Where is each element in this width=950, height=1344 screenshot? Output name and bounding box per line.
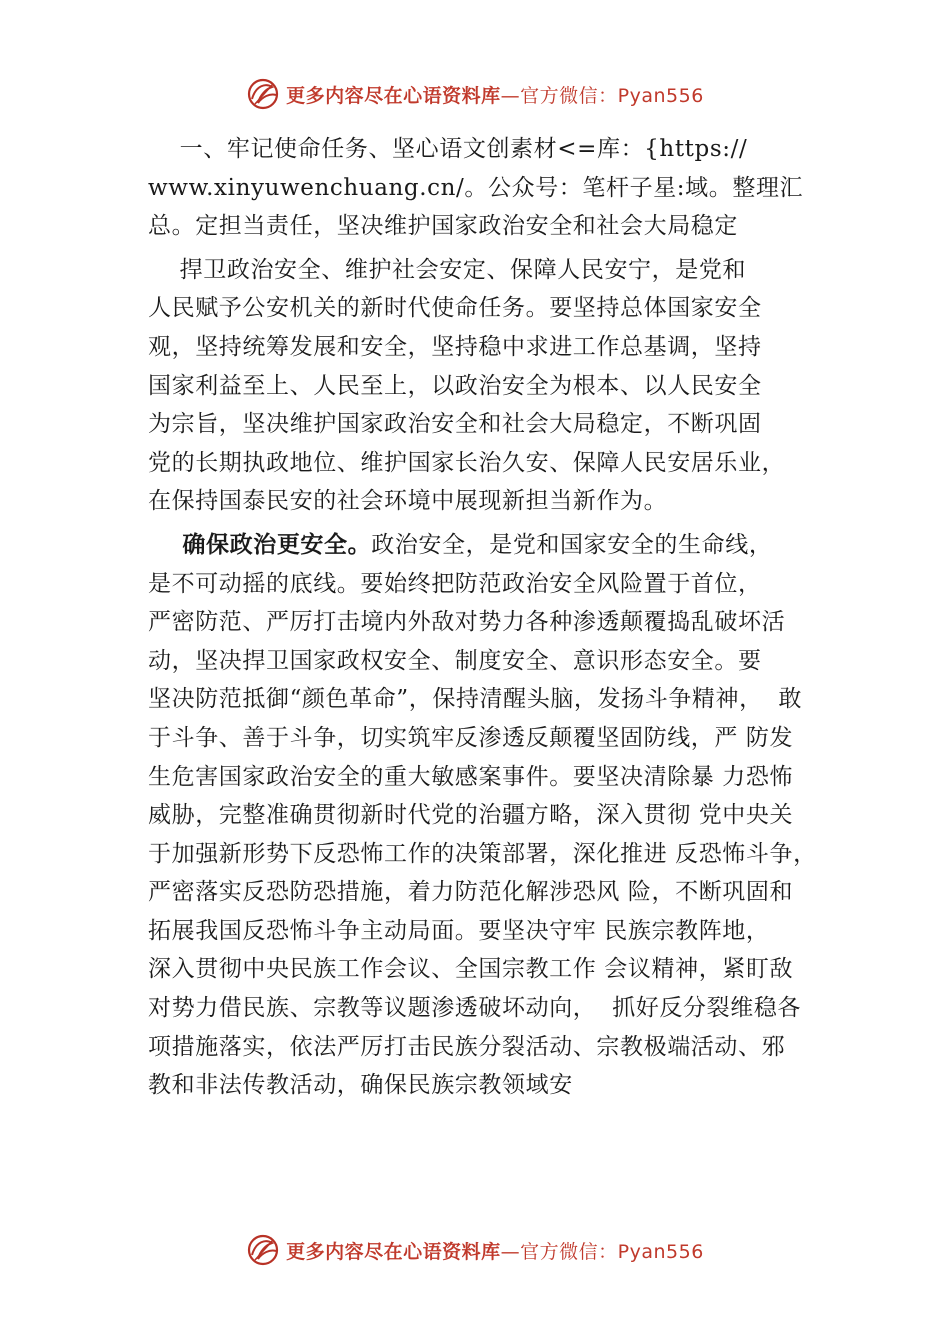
text-line: 动，坚决捍卫国家政权安全、制度安全、意识形态安全。要 <box>148 647 762 674</box>
banner-text-rest: —官方微信：Pyan556 <box>500 1240 704 1263</box>
banner-text-main: 更多内容尽在心语资料库 <box>286 1240 501 1263</box>
text-line: 一、牢记使命任务、坚心语文创素材<=库：{https:// <box>148 136 748 162</box>
text-line: 坚决防范抵御“颜色革命”，保持清醒头脑，发扬斗争精神， 敢 <box>148 686 803 713</box>
text-line: 生危害国家政治安全的重大敏感案事件。要坚决清除暴 力恐怖 <box>148 763 794 790</box>
banner-text-main: 更多内容尽在心语资料库 <box>286 84 501 107</box>
section-heading: 确保政治更安全。 <box>148 530 372 558</box>
text-line: 总。定担当责任，坚决维护国家政治安全和社会大局稳定 <box>148 213 738 240</box>
paragraph-1 <box>148 130 838 246</box>
text-line: 捍卫政治安全、维护社会安定、保障人民安宁，是党和 <box>148 256 747 283</box>
text-line: 是不可动摇的底线。要始终把防范政治安全风险置于首位， <box>148 570 762 597</box>
text-line: 威胁，完整准确贯彻新时代党的治疆方略，深入贯彻 党中央关 <box>148 802 794 829</box>
header-banner <box>0 72 950 116</box>
text-line: 于加强新形势下反恐怖工作的决策部署，深化推进 反恐怖斗争， <box>148 840 817 867</box>
text-line: 人民赋予公安机关的新时代使命任务。要坚持总体国家安全 <box>148 295 762 322</box>
text-line: 对势力借民族、宗教等议题渗透破坏动向， 抓好反分裂维稳各 <box>148 995 802 1022</box>
paragraph-3 <box>148 526 838 1105</box>
text-line: www.xinyuwenchuang.cn/。公众号：笔杆子星:域。整理汇 <box>148 174 804 201</box>
text-line: 严密落实反恐防恐措施，着力防范化解涉恐风 险，不断巩固和 <box>148 879 794 906</box>
paragraph-2 <box>148 251 838 521</box>
text-line: 严密防范、严厉打击境内外敌对势力各种渗透颠覆捣乱破坏活 <box>148 609 786 636</box>
banner-text <box>286 1237 704 1264</box>
banner-text-rest: —官方微信：Pyan556 <box>500 84 704 107</box>
section-lead-text: 政治安全，是党和国家安全的生命线， <box>371 531 773 558</box>
signature-logo-icon <box>246 77 280 111</box>
text-line: 党的长期执政地位、维护国家长治久安、保障人民安居乐业， <box>148 449 786 476</box>
text-line: 观，坚持统筹发展和安全，坚持稳中求进工作总基调，坚持 <box>148 333 762 360</box>
text-line: 在保持国泰民安的社会环境中展现新担当新作为。 <box>148 488 668 515</box>
text-line: 于斗争、善于斗争，切实筑牢反渗透反颠覆坚固防线，严 防发 <box>148 724 794 751</box>
text-line <box>148 526 838 565</box>
text-line: 深入贯彻中央民族工作会议、全国宗教工作 会议精神，紧盯敌 <box>148 956 794 983</box>
signature-logo-icon <box>246 1233 280 1267</box>
text-line: 为宗旨，坚决维护国家政治安全和社会大局稳定，不断巩固 <box>148 411 762 438</box>
text-line: 项措施落实，依法严厉打击民族分裂活动、宗教极端活动、邪 <box>148 1033 786 1060</box>
document-body <box>148 130 838 1105</box>
text-line: 拓展我国反恐怖斗争主动局面。要坚决守牢 民族宗教阵地， <box>148 917 770 944</box>
text-line: 教和非法传教活动，确保民族宗教领域安 <box>148 1072 573 1099</box>
footer-banner <box>0 1228 950 1272</box>
text-line: 国家利益至上、人民至上，以政治安全为根本、以人民安全 <box>148 372 762 399</box>
banner-text <box>286 81 704 108</box>
